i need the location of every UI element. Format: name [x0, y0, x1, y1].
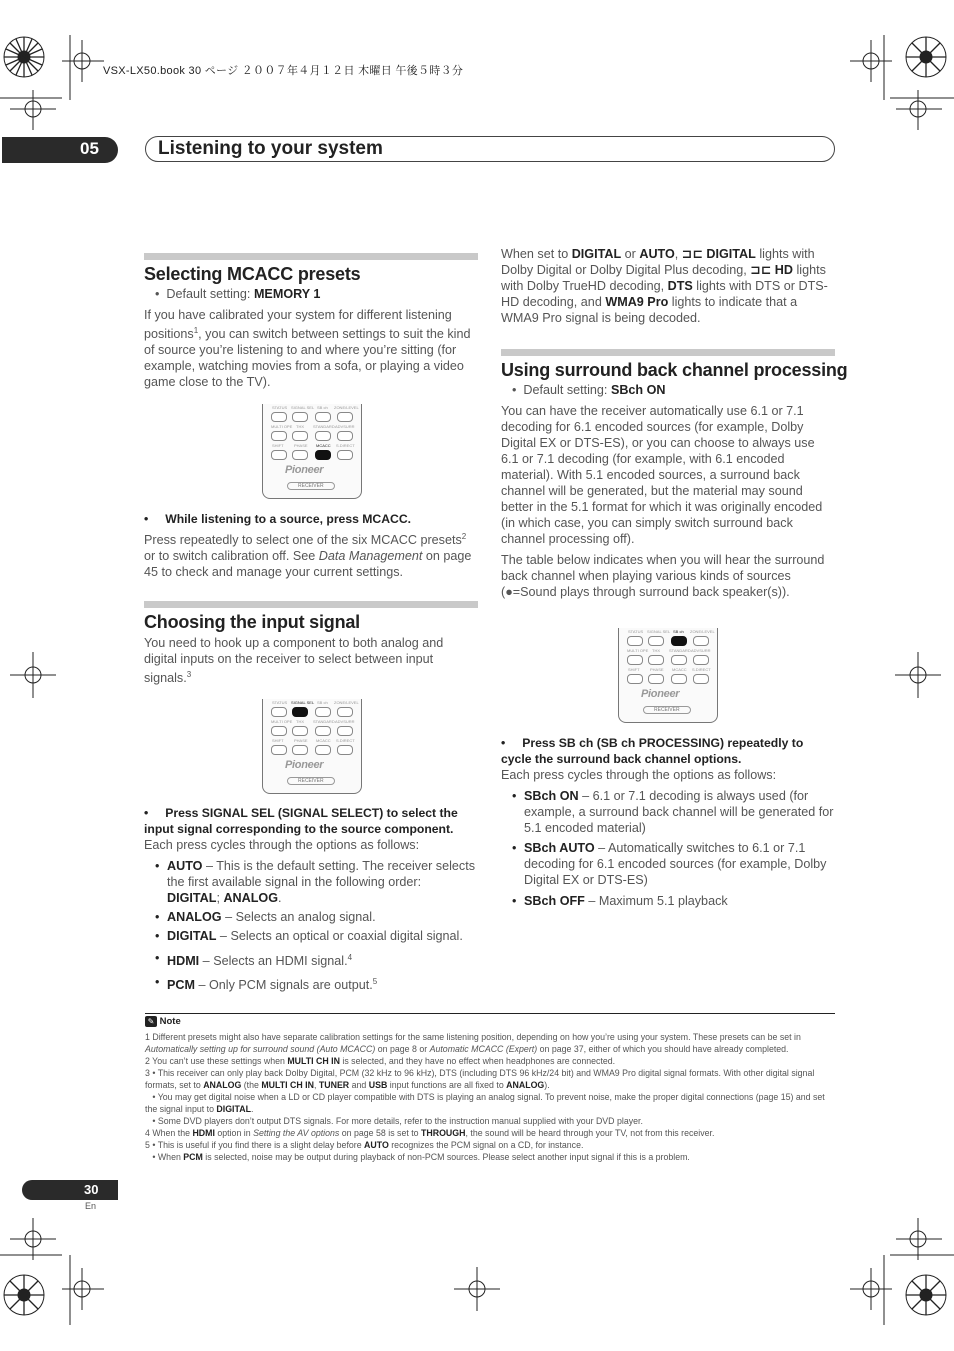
remote-label: PHASE — [294, 738, 308, 743]
text: Data Management — [318, 549, 423, 564]
text: , — [313, 1080, 319, 1091]
term: ANALOG — [203, 1080, 242, 1091]
registration-mark-bottom-left — [0, 1215, 130, 1335]
page-number-tab — [22, 1180, 118, 1200]
text: , the sound will be heard through your TV, not from this receiver. — [465, 1128, 715, 1139]
remote-label: STANDARD — [669, 648, 691, 653]
text: 3 • This receiver can only play back Dolby Digital, PCM (32 kHz to 96 kHz), DTS (including DTS 96 kHz/24 bit) and WMA9 Pro digital signal formats. With other digital signal formats, set to — [145, 1068, 815, 1091]
remote-label: MULTI OPE — [271, 424, 293, 429]
remote-label: MULTI OPE — [271, 719, 293, 724]
text: 1 Different presets might also have separate calibration settings for the same listening position, depending on how you’re using your system. These presets can be set in — [145, 1032, 801, 1043]
term: MULTI CH IN — [287, 1056, 340, 1067]
remote-label: MCACC — [316, 738, 331, 743]
text: (the — [241, 1080, 262, 1091]
remote-label: STATUS — [272, 405, 288, 410]
text: lights to indicate that a WMA9 Pro signal is being decoded. — [501, 295, 798, 325]
notes-section — [145, 1013, 835, 1163]
remote-label: SHIFT — [272, 738, 284, 743]
text: on page 8 or — [375, 1044, 430, 1055]
remote-label: SB ch — [317, 405, 328, 410]
text: – This is the default setting. The receiver selects the first available signal in the following order: — [167, 859, 475, 889]
term: DIGITAL — [167, 929, 217, 943]
remote-label: ZONE/LEVEL — [334, 405, 359, 410]
text: on page 37, either of which you should have already completed. — [537, 1044, 789, 1055]
text: ). — [544, 1080, 550, 1091]
text: Setting the AV options — [253, 1128, 340, 1139]
step-text: Press SIGNAL SEL (SIGNAL SELECT) to select the input signal corresponding to the source component. — [144, 806, 458, 836]
text: is selected, and they have no effect when headphones are connected. — [339, 1056, 616, 1067]
text: 2 You can’t use these settings when — [145, 1056, 288, 1067]
remote-label: STANDARD — [313, 424, 335, 429]
list-item-digital: • DIGITAL – Selects an optical or coaxial digital signal. — [155, 929, 463, 943]
section-title-mcacc: Selecting MCACC presets — [144, 264, 361, 284]
list-item-sbch-off: • SBch OFF – Maximum 5.1 playback — [512, 894, 728, 908]
term: HDMI — [192, 1128, 215, 1139]
term: ANALOG — [167, 910, 222, 924]
term: AUTO — [639, 247, 675, 261]
footnote-ref: 1 — [193, 326, 199, 335]
remote-label: MCACC — [672, 667, 687, 672]
remote-illustration-signal-sel — [262, 699, 362, 794]
section-rule — [144, 253, 478, 260]
remote-label: ADVSURR — [691, 648, 711, 653]
footnote-2 — [145, 1055, 835, 1067]
language-code: En — [85, 1201, 97, 1211]
term: ANALOG — [506, 1080, 545, 1091]
term: DIGITAL — [167, 891, 217, 905]
remote-label: SHIFT — [272, 443, 284, 448]
footnote-ref: 4 — [347, 953, 353, 962]
section-title-input-signal: Choosing the input signal — [144, 612, 360, 632]
registration-mark-top-left — [0, 30, 130, 140]
section-rule — [501, 349, 835, 356]
chapter-tab — [2, 137, 118, 163]
footnote-3 — [145, 1067, 835, 1091]
footnote-3c: • Some DVD players don’t output DTS signals. For more details, refer to the instruction manual supplied with your DVD player. — [145, 1116, 643, 1127]
text: or to switch calibration off. See — [144, 549, 319, 564]
term: SBch OFF — [524, 894, 585, 908]
default-label: Default setting: — [523, 383, 611, 397]
remote-label: THX — [652, 648, 660, 653]
text: You need to hook up a component to both analog and digital inputs on the receiver to select between input signals. — [144, 636, 444, 686]
step-signal-sel: • Press SIGNAL SEL (SIGNAL SELECT) to select the input signal corresponding to the source component. — [144, 806, 458, 836]
default-value: MEMORY 1 — [253, 287, 321, 301]
registration-mark-left-middle — [10, 650, 60, 700]
pioneer-logo: Pioneer — [641, 688, 680, 700]
text: 5 • This is useful if you find there is a slight delay before — [145, 1140, 365, 1151]
signal-cycles-text: Each press cycles through the options as follows: — [144, 838, 420, 852]
text: on page 58 is set to — [339, 1128, 422, 1139]
remote-label: MCACC — [316, 443, 331, 448]
term: ⊐⊏ DIGITAL — [681, 247, 756, 261]
receiver-button: RECEIVER — [643, 706, 691, 714]
registration-mark-top-right — [824, 30, 954, 140]
list-item-sbch-on: • SBch ON – 6.1 or 7.1 decoding is always used (for example, a surround back channel will be generated for 5.1 encoded material) — [512, 789, 834, 835]
step-sbch: • Press SB ch (SB ch PROCESSING) repeatedly to cycle the surround back channel options. — [501, 736, 804, 766]
text: lights with Dolby TrueHD decoding, — [501, 263, 826, 293]
list-item-auto: • AUTO – This is the default setting. The receiver selects the first available signal in the following order: DIGITAL; ANALOG. — [155, 859, 475, 905]
text: or — [621, 247, 640, 261]
remote-label: SB ch — [317, 700, 328, 705]
term: ANALOG — [223, 891, 279, 905]
step-text: While listening to a source, press MCACC. — [165, 512, 412, 526]
text: – Selects an HDMI signal. — [199, 954, 348, 969]
text: • When — [145, 1152, 184, 1163]
remote-label: S.DIRECT — [336, 738, 355, 743]
term: DIGITAL — [216, 1104, 251, 1115]
text: on page 45 to check and manage your current settings. — [144, 549, 472, 580]
remote-label: MULTI OPE — [627, 648, 649, 653]
remote-label: ADVSURR — [335, 719, 355, 724]
text: . — [278, 891, 282, 905]
note-icon: ✎ — [145, 1016, 157, 1027]
term: SBch AUTO — [524, 841, 595, 855]
term: DTS — [667, 279, 693, 293]
registration-mark-bottom-center — [452, 1265, 502, 1315]
remote-label: ZONE/LEVEL — [690, 629, 715, 634]
default-label: Default setting: — [166, 287, 254, 301]
remote-label: THX — [296, 424, 304, 429]
footnote-5b — [145, 1151, 835, 1163]
remote-label: PHASE — [294, 443, 308, 448]
term: AUTO — [364, 1140, 389, 1151]
text: – Selects an analog signal. — [221, 910, 376, 924]
text: lights with Dolby Digital or Dolby Digital Plus decoding, — [501, 247, 815, 277]
term: PCM — [167, 978, 195, 993]
remote-label: SIGNAL SEL — [647, 629, 671, 634]
sbch-table-text: The table below indicates when you will hear the surround back channel when playing various kinds of sources (●=Sound plays through surround back speaker(s)). — [501, 553, 825, 599]
term: PCM — [183, 1152, 203, 1163]
term: THROUGH — [421, 1128, 466, 1139]
footnote-ref: 3 — [186, 670, 192, 679]
footnote-5 — [145, 1139, 835, 1151]
text: is selected, noise may be output during playback of non-PCM sources. Please select another input signal if this is a problem. — [202, 1152, 690, 1163]
text: , — [674, 247, 682, 261]
term: AUTO — [167, 859, 203, 873]
remote-label: STATUS — [272, 700, 288, 705]
text: – Automatically switches to 6.1 or 7.1 decoding for 6.1 encoded sources (for example, Dolby Digital EX or DTS-ES) — [524, 841, 827, 887]
term: TUNER — [318, 1080, 350, 1091]
remote-label: THX — [296, 719, 304, 724]
remote-label: STATUS — [628, 629, 644, 634]
text: , you can switch between settings to suit the kind of source you’re listening to and where you’re sitting (for example, watching movies from a sofa, or playing a video game close to the TV). — [144, 327, 471, 390]
footnote-ref: 2 — [461, 532, 467, 541]
text: . — [250, 1104, 254, 1115]
footnote-3b — [145, 1091, 835, 1115]
default-setting-sbch: • Default setting: SBch ON — [512, 383, 666, 397]
text: – Selects an optical or coaxial digital signal. — [216, 929, 463, 943]
term: HDMI — [167, 954, 200, 969]
text: If you have calibrated your system for different listening positions — [144, 308, 452, 342]
pioneer-logo: Pioneer — [285, 464, 324, 476]
term: USB — [368, 1080, 388, 1091]
text: option in — [214, 1128, 254, 1139]
list-item-pcm: • PCM – Only PCM signals are output.$^5$ — [155, 975, 378, 993]
text: Automatically setting up for surround sound (Auto MCACC) — [145, 1044, 376, 1055]
remote-label: S.DIRECT — [336, 443, 355, 448]
default-value: SBch ON — [610, 383, 666, 397]
step-mcacc: • While listening to a source, press MCACC. — [144, 512, 412, 526]
text: When set to — [501, 247, 572, 261]
remote-illustration-sbch — [618, 628, 718, 723]
text: and — [349, 1080, 369, 1091]
text: input functions are all fixed to — [387, 1080, 507, 1091]
book-info-line: VSX-LX50.book 30 ページ ２００７年４月１２日 木曜日 午後５時３分 — [103, 65, 464, 77]
list-item-sbch-auto: • SBch AUTO – Automatically switches to 6.1 or 7.1 decoding for 6.1 encoded sources (for example, Dolby Digital EX or DTS-ES) — [512, 841, 827, 887]
text: • You may get digital noise when a LD or CD player compatible with DTS is playing an analog signal. To prevent noise, make the proper digital connections (page 15) and set the signal input to — [145, 1092, 828, 1115]
list-item-hdmi: • HDMI – Selects an HDMI signal.$^4$ — [155, 951, 353, 969]
text: lights with DTS or DTS-HD decoding, and — [501, 279, 828, 309]
text: recognizes the PCM signal on a CD, for instance. — [388, 1140, 584, 1151]
chapter-number: 05 — [80, 139, 99, 158]
text: Press repeatedly to select one of the six MCACC presets — [144, 533, 462, 548]
footnote-ref: 5 — [372, 977, 378, 986]
registration-mark-bottom-right — [824, 1215, 954, 1335]
remote-label: ADVSURR — [335, 424, 355, 429]
page-number: 30 — [84, 1182, 99, 1197]
term: MULTI CH IN — [261, 1080, 314, 1091]
list-item-analog: • ANALOG – Selects an analog signal. — [155, 910, 376, 924]
remote-label: S.DIRECT — [692, 667, 711, 672]
receiver-button: RECEIVER — [287, 777, 335, 785]
remote-label: STANDARD — [313, 719, 335, 724]
mcacc-intro — [144, 307, 476, 390]
term: WMA9 Pro — [605, 295, 669, 309]
remote-label: ZONE/LEVEL — [334, 700, 359, 705]
mcacc-press-text — [144, 529, 478, 580]
footnote-4 — [145, 1127, 835, 1139]
registration-mark-right-middle — [895, 650, 945, 700]
section-title-surround-back: Using surround back channel processing — [501, 360, 848, 380]
indicator-lights-text — [501, 246, 835, 326]
text: 4 When the — [145, 1128, 193, 1139]
notes-label: Note — [159, 1016, 181, 1028]
remote-illustration-mcacc — [262, 404, 362, 499]
remote-label: SIGNAL SEL — [291, 700, 315, 705]
footnote-1 — [145, 1031, 835, 1055]
text: – 6.1 or 7.1 decoding is always used (for example, a surround back channel will be generated for 5.1 encoded material) — [524, 789, 834, 835]
text: – Maximum 5.1 playback — [584, 894, 728, 908]
remote-label: SIGNAL SEL — [291, 405, 315, 410]
text: ; — [216, 891, 224, 905]
sbch-cycles-text: Each press cycles through the options as follows: — [501, 768, 777, 782]
term: DIGITAL — [571, 247, 622, 261]
term: SBch ON — [524, 789, 579, 803]
chapter-title: Listening to your system — [158, 138, 383, 159]
step-text: Press SB ch (SB ch PROCESSING) repeatedly to cycle the surround back channel options. — [501, 736, 804, 766]
text: – Only PCM signals are output. — [195, 978, 373, 993]
term: ⊐⊏ HD — [750, 263, 793, 277]
receiver-button: RECEIVER — [287, 482, 335, 490]
remote-label: SB ch — [673, 629, 684, 634]
section-rule — [144, 601, 478, 608]
input-signal-intro — [144, 635, 478, 686]
sbch-intro: You can have the receiver automatically use 6.1 or 7.1 decoding for 6.1 encoded sources (for example, Dolby Digital EX or DTS-ES), or you can choose to always use 6.1 or 7.1 decoding (for example, with 6.1 encoded material). With 5.1 encoded sources, a surround back channel will be generated, but the material may sound better in the 5.1 format for which it was originally encoded (in which case, you can simply switch surround back channel processing off). — [501, 404, 823, 546]
default-setting-mcacc: • Default setting: MEMORY 1 — [155, 287, 321, 301]
remote-label: PHASE — [650, 667, 664, 672]
pioneer-logo: Pioneer — [285, 759, 324, 771]
text: Automatic MCACC (Expert) — [429, 1044, 538, 1055]
remote-label: SHIFT — [628, 667, 640, 672]
